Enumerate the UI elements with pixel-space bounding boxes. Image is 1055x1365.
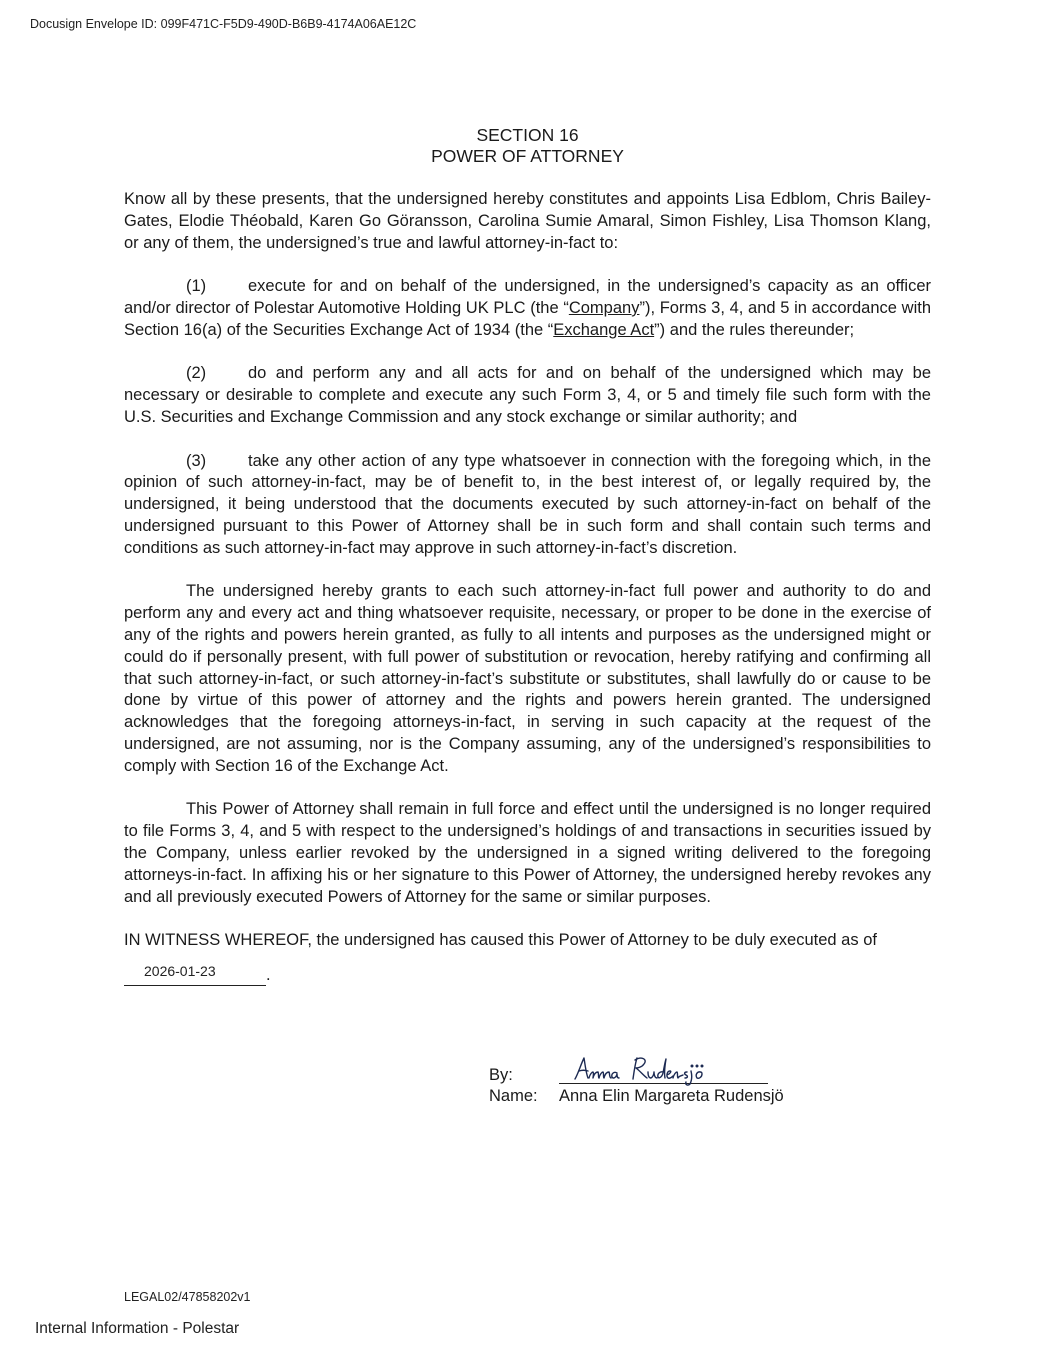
- item-text: take any other action of any type whatsoever in connection with the foregoing which, in the opinion of such attorney-in-fact, may be of benefit to, in the best interest of, or legally required by, the undersigned, it being understood that the documents executed by such attorney-in-fact on behalf of the undersigned pursuant to this Power of Attorney shall be in such form and shall contain such terms and conditions as such attorney-in-fact may approve in such attorney-in-fact’s discretion.: [124, 451, 931, 557]
- item-number: (1): [186, 277, 207, 296]
- item-number: (2): [186, 364, 207, 383]
- witness-paragraph: IN WITNESS WHEREOF, the undersigned has caused this Power of Attorney to be duly executed as of: [124, 931, 877, 950]
- document-reference: LEGAL02/47858202v1: [124, 1290, 251, 1304]
- date-period: .: [266, 966, 271, 984]
- execution-date-value: 2026-01-23: [144, 963, 216, 979]
- item-text: ”), Forms 3, 4, and 5 in accordance with Section 16(a) of the Securities Exchange Act of 1934 (the “: [124, 298, 931, 339]
- document-title: [0, 125, 1055, 167]
- document-body: [124, 189, 931, 974]
- execution-date-field[interactable]: [124, 962, 266, 986]
- signer-name: Anna Elin Margareta Rudensjö: [559, 1087, 784, 1105]
- defined-term-company: Company: [568, 298, 640, 317]
- item-2: [124, 363, 931, 428]
- title-power-of-attorney: POWER OF ATTORNEY: [431, 146, 624, 166]
- envelope-id: Docusign Envelope ID: 099F471C-F5D9-490D-B6B9-4174A06AE12C: [30, 17, 417, 31]
- signature-image[interactable]: [571, 1052, 721, 1086]
- item-text: do and perform any and all acts for and on behalf of the undersigned which may be necessary or desirable to complete and execute any such Form 3, 4, or 5 and timely file such form with the U.S. Securities and Exchange Commission and any stock exchange or similar authority; and: [124, 364, 931, 426]
- name-label: Name:: [489, 1087, 538, 1105]
- defined-term-exchange-act: Exchange Act: [553, 320, 655, 339]
- title-section: SECTION 16: [476, 125, 579, 145]
- item-text: ”) and the rules thereunder;: [654, 320, 855, 339]
- intro-paragraph: Know all by these presents, that the undersigned hereby constitutes and appoints Lisa Edblom, Chris Bailey-Gates, Elodie Théobald, Karen Go Göransson, Carolina Sumie Amaral, Simon Fishley, Lisa Thomson Klang, or any of them, the undersigned’s true and lawful attorney-in-fact to:: [124, 190, 931, 252]
- item-1: [124, 276, 931, 341]
- grant-paragraph: The undersigned hereby grants to each such attorney-in-fact full power and authority to do and perform any and every act and thing whatsoever requisite, necessary, or proper to be done in the exercise of any of the rights and powers herein granted, as fully to all intents and purposes as the undersigned might or could do if personally present, with full power of substitution or revocation, hereby ratifying and confirming all that such attorney-in-fact, or such attorney-in-fact’s substitute or substitutes, shall lawfully do or cause to be done by virtue of this power of attorney and the rights and powers herein granted. The undersigned acknowledges that the foregoing attorneys-in-fact, in serving in such capacity at the request of the undersigned, are not assuming, nor is the Company assuming, any of the undersigned’s responsibilities to comply with Section 16 of the Exchange Act.: [124, 582, 931, 775]
- item-3: [124, 451, 931, 560]
- by-label: By:: [489, 1066, 513, 1084]
- classification-label: Internal Information - Polestar: [35, 1320, 240, 1337]
- item-text: execute for and on behalf of the undersigned, in the undersigned’s capacity as an officer and/or director of Polestar Automotive Holding UK PLC (the “: [124, 277, 931, 317]
- item-number: (3): [186, 451, 207, 470]
- duration-paragraph: This Power of Attorney shall remain in full force and effect until the undersigned is no longer required to file Forms 3, 4, and 5 with respect to the undersigned’s holdings of and transactions in securities issued by the Company, unless earlier revoked by the undersigned in a signed writing delivered to the foregoing attorneys-in-fact. In affixing his or her signature to this Power of Attorney, the undersigned hereby revokes any and all previously executed Powers of Attorney for the same or similar purposes.: [124, 800, 931, 906]
